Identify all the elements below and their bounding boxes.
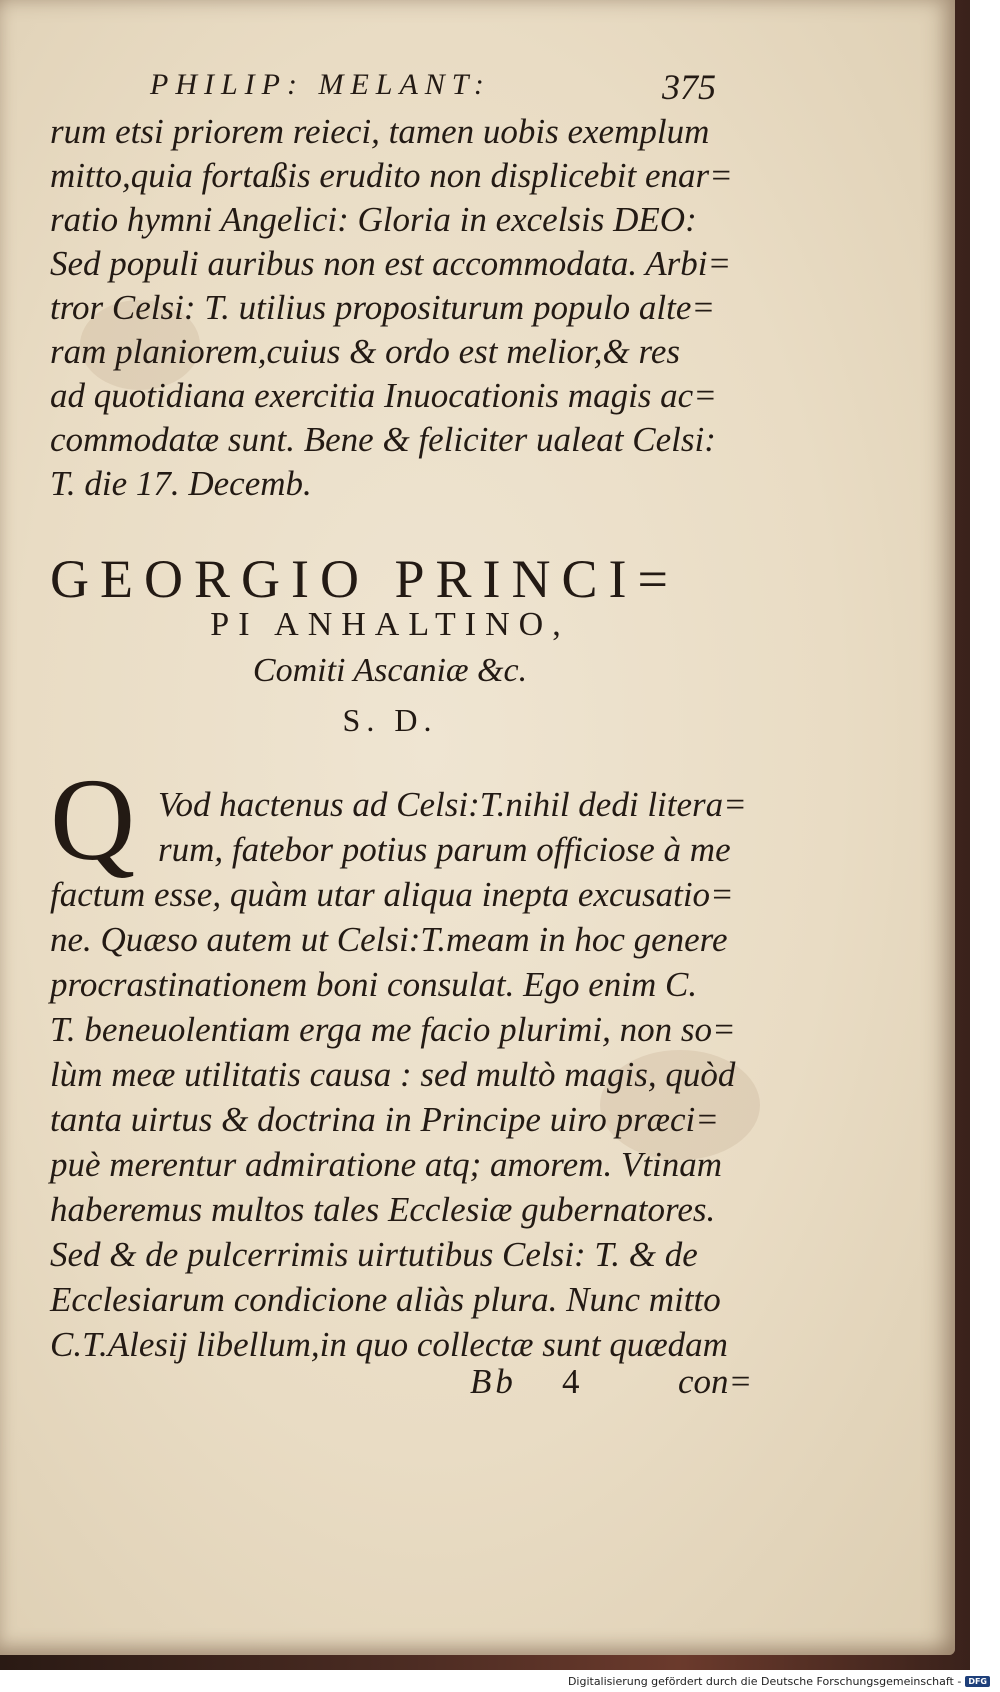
text-line: tror Celsi: T. utilius propositurum populo alte=: [50, 288, 716, 327]
salutation: S. D.: [342, 702, 438, 738]
text-line: mitto,quia fortaßis erudito non displicebit enar=: [50, 156, 733, 195]
text-line: puè merentur admiratione atq; amorem. Vtinam: [50, 1145, 723, 1184]
letter-text-lower: [50, 782, 755, 1367]
text-line: ram planiorem,cuius & ordo est melior,& res: [50, 332, 680, 371]
text-line: procrastinationem boni consulat. Ego enim C.: [50, 965, 698, 1004]
text-line: lùm meæ utilitatis causa : sed multò magis, quòd: [50, 1055, 736, 1094]
page-number: 375: [662, 67, 716, 107]
text-line: Sed & de pulcerrimis uirtutibus Celsi: T. & de: [50, 1235, 698, 1274]
text-line: rum etsi priorem reieci, tamen uobis exemplum: [50, 112, 710, 151]
text-line: Vod hactenus ad Celsi:T.nihil dedi litera=: [158, 785, 747, 824]
text-line: commodatæ sunt. Bene & feliciter ualeat Celsi:: [50, 420, 716, 459]
text-line: factum esse, quàm utar aliqua inepta excusatio=: [50, 875, 734, 914]
text-line: ratio hymni Angelici: Gloria in excelsis DEO:: [50, 200, 697, 239]
credit-text: Digitalisierung gefördert durch die Deutsche Forschungsgemeinschaft -: [567, 1675, 962, 1688]
text-line: haberemus multos tales Ecclesiæ gubernatores.: [50, 1190, 716, 1229]
text-line: rum, fatebor potius parum officiose à me: [158, 830, 731, 869]
text-line: ad quotidiana exercitia Inuocationis magis ac=: [50, 376, 717, 415]
letter-text-upper: [50, 110, 750, 506]
signature-mark: Bb: [470, 1362, 517, 1401]
letter-heading-title: Comiti Ascaniæ &c.: [252, 652, 528, 689]
text-line: T. beneuolentiam erga me facio plurimi, non so=: [50, 1010, 736, 1049]
catchword: con=: [678, 1362, 753, 1401]
running-head: PHILIP: MELANT:: [150, 68, 491, 101]
text-line: Ecclesiarum condicione aliàs plura. Nunc mitto: [50, 1280, 721, 1319]
signature-number: 4: [562, 1362, 580, 1401]
drop-capital: Q: [50, 754, 136, 885]
digitization-credit: [568, 1675, 990, 1688]
text-line: Sed populi auribus non est accommodata. Arbi=: [50, 244, 732, 283]
letter-heading: GEORGIO PRINCI=: [50, 549, 679, 609]
text-line: C.T.Alesij libellum,in quo collectæ sunt quædam: [50, 1325, 728, 1364]
text-line: ne. Quæso autem ut Celsi:T.meam in hoc genere: [50, 920, 728, 959]
text-line: T. die 17. Decemb.: [50, 464, 312, 503]
dfg-logo-icon: DFG: [965, 1676, 990, 1687]
letter-heading-line2: PI ANHALTINO,: [210, 606, 570, 643]
text-line: tanta uirtus & doctrina in Principe uiro præci=: [50, 1100, 719, 1139]
